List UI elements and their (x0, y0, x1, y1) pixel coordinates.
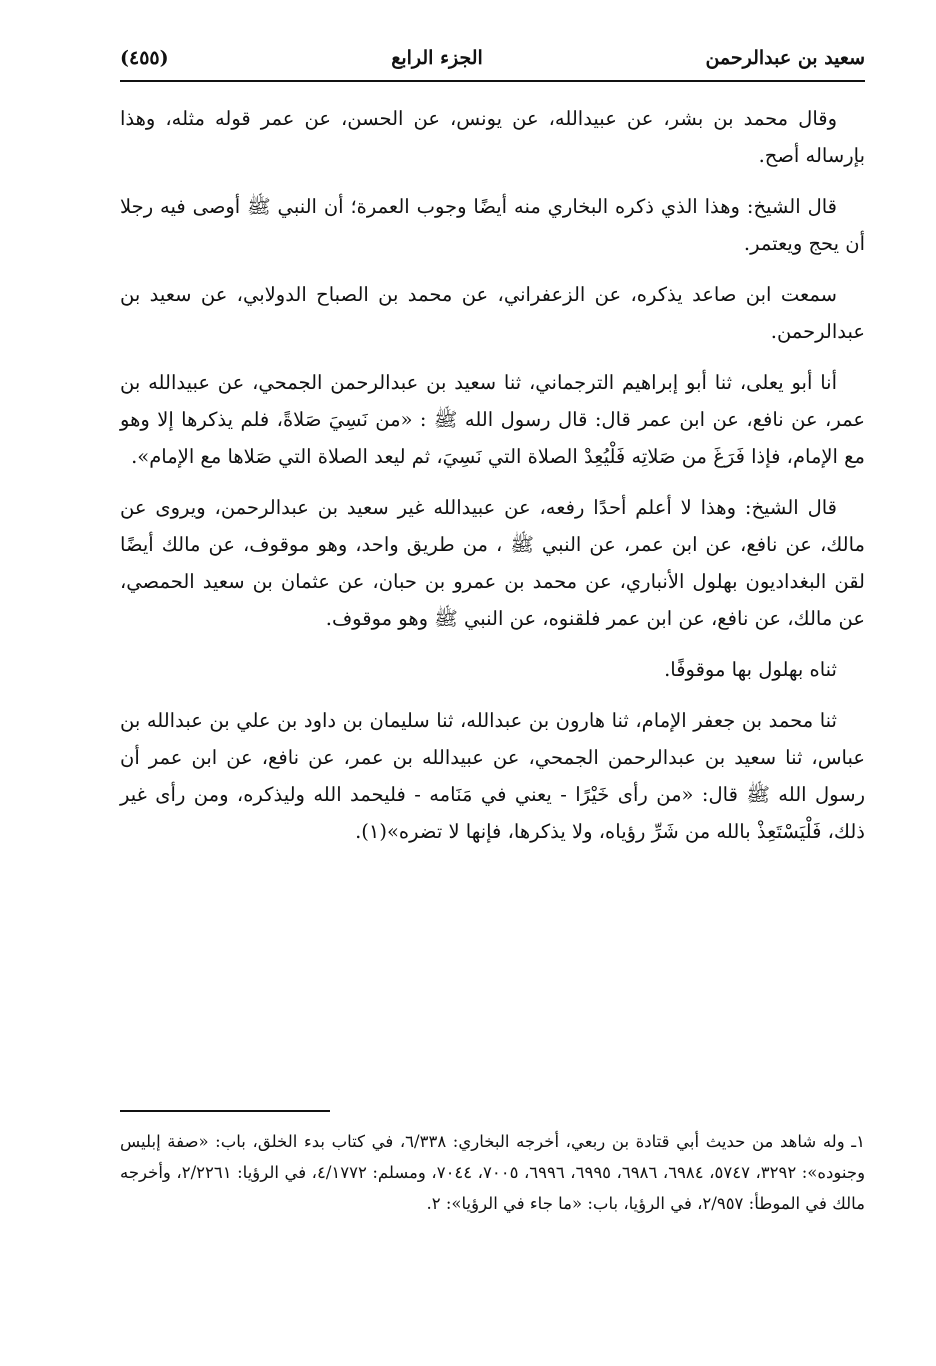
header-page-number: (٤٥٥) (120, 47, 169, 69)
paragraph: أنا أبو يعلى، ثنا أبو إبراهيم الترجماني، ثنا سعيد بن عبدالرحمن الجمحي، عن عبيدالله بن عمر، عن نافع، عن ابن عمر قال: قال رسول الله ﷺ : «من نَسِيَ صَلاةً، فلم يذكرها إلا وهو مع الإمام، فإذا فَرَغَ من صَلاتِه فَلْيُعِدْ الصلاة التي نَسِيَ، ثم ليعد الصلاة التي صَلاها مع الإمام». (120, 371, 865, 468)
header-rule (120, 80, 865, 82)
paragraph: ثنا محمد بن جعفر الإمام، ثنا هارون بن عبدالله، ثنا سليمان بن داود بن علي بن عبدالله بن عباس، ثنا سعيد بن عبدالرحمن الجمحي، عن عبيدالله بن عمر، عن نافع، عن ابن عمر أن رسول الله ﷺ قال: «من رأى خَيْرًا - يعني في مَنَامه - فليحمد الله وليذكره، ومن رأى غير ذلك، فَلْيَسْتَعِذْ بالله من شَرِّ رؤياه، ولا يذكرها، فإنها لا تضره»(١). (120, 709, 865, 843)
paragraph: قال الشيخ: وهذا لا أعلم أحدًا رفعه، عن عبيدالله غير سعيد بن عبدالرحمن، ويروى عن مالك، عن نافع، عن ابن عمر، عن النبي ﷺ ، من طريق واحد، وهو موقوف، عن مالك أيضًا لقن البغداديون بهلول الأنباري، عن محمد بن عمرو بن حبان، عن عثمان بن سعيد الحمصي، عن مالك، عن نافع، عن ابن عمر فلقنوه، عن النبي ﷺ وهو موقوف. (120, 496, 865, 630)
header-book-title: سعيد بن عبدالرحمن (705, 47, 865, 69)
page (120, 38, 865, 1338)
running-header (120, 38, 865, 78)
paragraph: سمعت ابن صاعد يذكره، عن الزعفراني، عن محمد بن الصباح الدولابي، عن سعيد بن عبدالرحمن. (120, 283, 865, 343)
footnotes (120, 1126, 865, 1219)
main-text (120, 100, 865, 850)
footnote: ١ـ وله شاهد من حديث أبي قتادة بن ربعي، أخرجه البخاري: ٦/٣٣٨، في كتاب بدء الخلق، باب: «صفة إبليس وجنوده»: ٣٢٩٢، ٥٧٤٧، ٦٩٨٤، ٦٩٨٦، ٦٩٩٥، ٦٩٩٦، ٧٠٠٥، ٧٠٤٤، ومسلم: ٤/١٧٧٢، في الرؤيا: ٢/٢٢٦١، وأخرجه مالك في الموطأ: ٢/٩٥٧، في الرؤيا، باب: «ما جاء في الرؤيا»: ٢. (120, 1132, 866, 1213)
header-volume: الجزء الرابع (391, 47, 483, 69)
footnote-rule (120, 1110, 330, 1112)
paragraph: وقال محمد بن بشر، عن عبيدالله، عن يونس، عن الحسن، عن عمر قوله مثله، وهذا بإرساله أصح. (120, 107, 865, 167)
paragraph: قال الشيخ: وهذا الذي ذكره البخاري منه أيضًا وجوب العمرة؛ أن النبي ﷺ أوصى فيه رجلا أن يحج ويعتمر. (120, 195, 865, 255)
paragraph: ثناه بهلول بها موقوفًا. (664, 658, 837, 681)
